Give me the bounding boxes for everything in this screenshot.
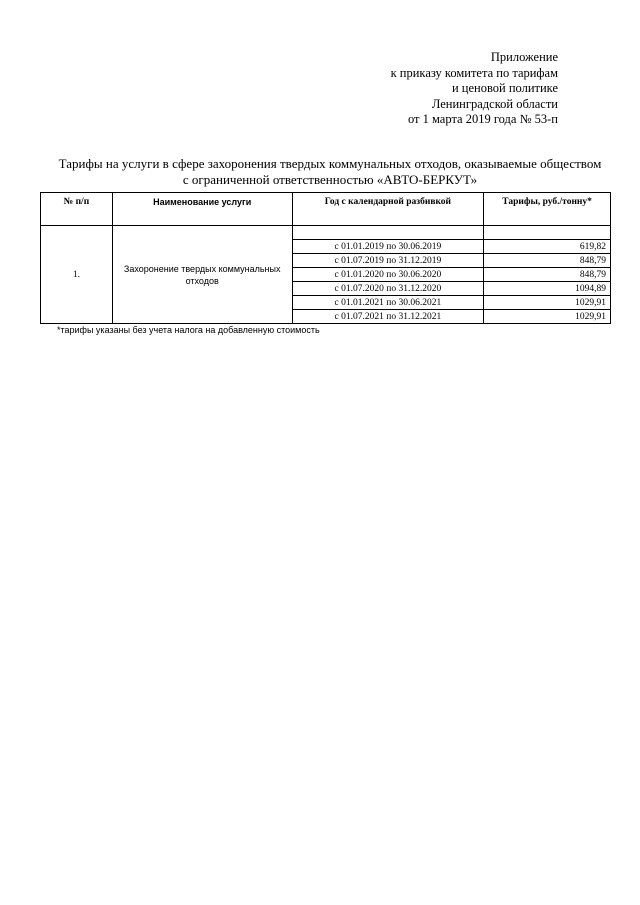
header-num: № п/п (41, 193, 113, 226)
tariffs-table (40, 192, 611, 324)
period-cell: с 01.07.2019 по 31.12.2019 (292, 254, 484, 268)
table-header-row (41, 193, 611, 226)
period-cell: с 01.07.2020 по 31.12.2020 (292, 282, 484, 296)
period-cell: с 01.01.2019 по 30.06.2019 (292, 240, 484, 254)
appendix-header (328, 50, 558, 128)
header-period: Год с календарной разбивкой (292, 193, 484, 226)
tariff-cell: 848,79 (484, 254, 611, 268)
appendix-line: Приложение (490, 50, 558, 64)
row-number: 1. (41, 226, 113, 324)
document-title (40, 156, 620, 188)
tariff-cell: 1029,91 (484, 296, 611, 310)
tariff-cell: 1029,91 (484, 310, 611, 324)
table-spacer-row (41, 226, 611, 240)
tariff-cell: 619,82 (484, 240, 611, 254)
spacer-cell (292, 226, 484, 240)
footnote: *тарифы указаны без учета налога на добавленную стоимость (57, 325, 320, 335)
title-line: с ограниченной ответственностью «АВТО-БЕРКУТ» (182, 172, 478, 187)
appendix-line: к приказу комитета по тарифам (390, 65, 558, 80)
spacer-cell (484, 226, 611, 240)
tariff-cell: 848,79 (484, 268, 611, 282)
period-cell: с 01.01.2020 по 30.06.2020 (292, 268, 484, 282)
period-cell: с 01.01.2021 по 30.06.2021 (292, 296, 484, 310)
header-service: Наименование услуги (112, 193, 292, 226)
period-cell: с 01.07.2021 по 31.12.2021 (292, 310, 484, 324)
appendix-line: Ленинградской области (431, 96, 558, 111)
title-line: Тарифы на услуги в сфере захоронения твердых коммунальных отходов, оказываемые обществом (58, 156, 602, 171)
service-name: Захоронение твердых коммунальных отходов (112, 226, 292, 324)
tariff-cell: 1094,89 (484, 282, 611, 296)
header-tariff: Тарифы, руб./тонну* (484, 193, 611, 226)
appendix-line: от 1 марта 2019 года № 53-п (407, 112, 558, 126)
appendix-line: и ценовой политике (451, 81, 558, 95)
